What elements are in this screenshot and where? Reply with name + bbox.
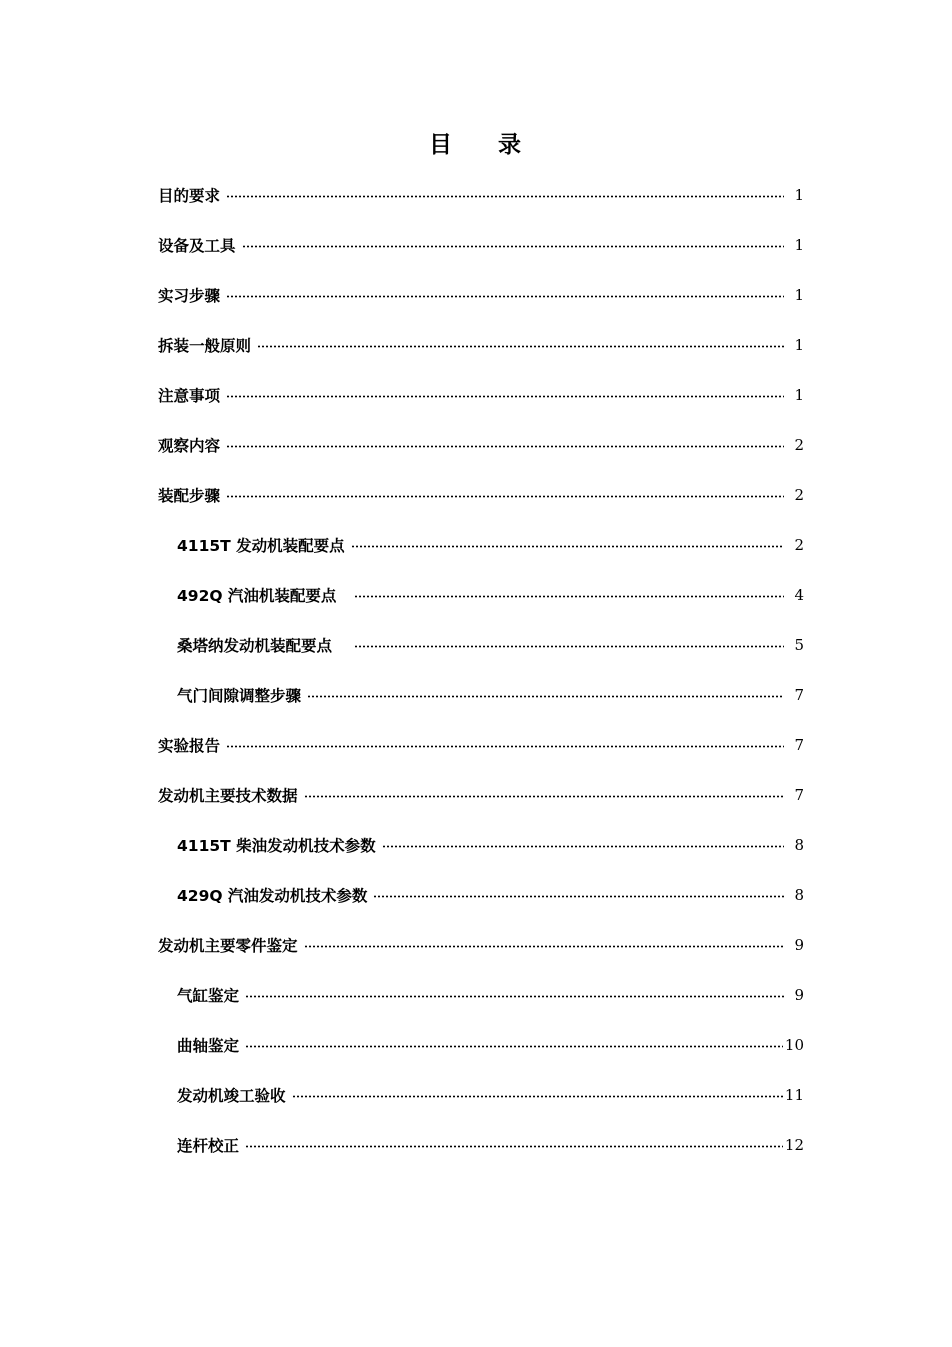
toc-page-number: 9 [794, 936, 804, 954]
toc-entry-observation[interactable] [158, 420, 804, 470]
toc-page-number: 12 [784, 1136, 804, 1154]
toc-entry-label: 发动机主要零件鉴定 [158, 937, 298, 955]
dot-leader [304, 945, 784, 948]
toc-page-number: 1 [794, 186, 804, 204]
toc-subentry-4115t-params[interactable] [158, 820, 804, 870]
toc-page-number: 5 [794, 636, 804, 654]
dot-leader [245, 1145, 783, 1148]
toc-entry-purpose[interactable] [158, 170, 804, 220]
toc-entry-parts-inspection[interactable] [158, 920, 804, 970]
toc-entry-precautions[interactable] [158, 370, 804, 420]
toc-page-number: 2 [794, 486, 804, 504]
dot-leader [292, 1095, 783, 1098]
toc-entry-label: 注意事项 [158, 387, 221, 405]
toc-subentry-cylinder-inspection[interactable] [158, 970, 804, 1020]
dot-leader [226, 495, 784, 498]
dot-leader [354, 595, 784, 598]
toc-title [0, 122, 952, 162]
toc-page-number: 9 [794, 986, 804, 1004]
toc-page-number: 2 [794, 436, 804, 454]
toc-entry-engine-tech-data[interactable] [158, 770, 804, 820]
toc-entry-label: 4115T 发动机装配要点 [177, 537, 345, 555]
toc-entry-disassembly-principles[interactable] [158, 320, 804, 370]
toc-page-number: 1 [794, 336, 804, 354]
dot-leader [226, 295, 784, 298]
toc-entry-label: 发动机主要技术数据 [158, 787, 298, 805]
toc-subentry-429q-params[interactable] [158, 870, 804, 920]
toc-page-number: 1 [794, 286, 804, 304]
toc-page-number: 1 [794, 236, 804, 254]
toc-title-char-2: 录 [498, 131, 523, 158]
toc-page-number: 11 [784, 1086, 804, 1104]
toc-entry-label: 气门间隙调整步骤 [177, 687, 302, 705]
toc-entry-lab-report[interactable] [158, 720, 804, 770]
toc-entry-practice-steps[interactable] [158, 270, 804, 320]
toc-subentry-engine-acceptance[interactable] [158, 1070, 804, 1120]
dot-leader [226, 195, 784, 198]
toc-title-char-1: 目 [429, 131, 454, 158]
toc-entry-label: 装配步骤 [158, 487, 221, 505]
dot-leader [351, 545, 784, 548]
toc-subentry-crankshaft-inspection[interactable] [158, 1020, 804, 1070]
toc-entry-label: 4115T 柴油发动机技术参数 [177, 837, 376, 855]
toc-subentry-valve-clearance[interactable] [158, 670, 804, 720]
toc-page-number: 4 [794, 586, 804, 604]
toc-entry-label: 实验报告 [158, 737, 221, 755]
toc-entry-label: 曲轴鉴定 [177, 1037, 240, 1055]
dot-leader [304, 795, 784, 798]
dot-leader [226, 395, 784, 398]
dot-leader [245, 1045, 783, 1048]
toc-entry-label: 发动机竣工验收 [177, 1087, 286, 1105]
toc-page-number: 7 [794, 786, 804, 804]
dot-leader [226, 445, 784, 448]
dot-leader [307, 695, 784, 698]
dot-leader [245, 995, 784, 998]
toc-entry-label: 观察内容 [158, 437, 221, 455]
dot-leader [257, 345, 784, 348]
toc-entry-label: 连杆校正 [177, 1137, 240, 1155]
toc-subentry-santana-assembly[interactable] [158, 620, 804, 670]
toc-subentry-connecting-rod-correction[interactable] [158, 1120, 804, 1170]
toc-entry-label: 桑塔纳发动机装配要点 [177, 637, 333, 655]
toc-entry-label: 目的要求 [158, 187, 221, 205]
dot-leader [382, 845, 784, 848]
dot-leader [354, 645, 784, 648]
dot-leader [226, 745, 784, 748]
toc-entry-assembly-steps[interactable] [158, 470, 804, 520]
toc-entry-equipment[interactable] [158, 220, 804, 270]
toc-entry-label: 拆装一般原则 [158, 337, 252, 355]
toc-page-number: 10 [784, 1036, 804, 1054]
toc-page-number: 8 [794, 836, 804, 854]
toc-list [158, 170, 804, 1170]
toc-page-number: 7 [794, 736, 804, 754]
toc-subentry-4115t-assembly[interactable] [158, 520, 804, 570]
toc-entry-label: 设备及工具 [158, 237, 236, 255]
toc-page-number: 8 [794, 886, 804, 904]
dot-leader [242, 245, 784, 248]
toc-subentry-492q-assembly[interactable] [158, 570, 804, 620]
toc-entry-label: 气缸鉴定 [177, 987, 240, 1005]
dot-leader [373, 895, 784, 898]
toc-page-number: 2 [794, 536, 804, 554]
toc-page-number: 1 [794, 386, 804, 404]
toc-entry-label: 429Q 汽油发动机技术参数 [177, 887, 368, 905]
toc-page-number: 7 [794, 686, 804, 704]
toc-entry-label: 492Q 汽油机装配要点 [177, 587, 337, 605]
toc-entry-label: 实习步骤 [158, 287, 221, 305]
